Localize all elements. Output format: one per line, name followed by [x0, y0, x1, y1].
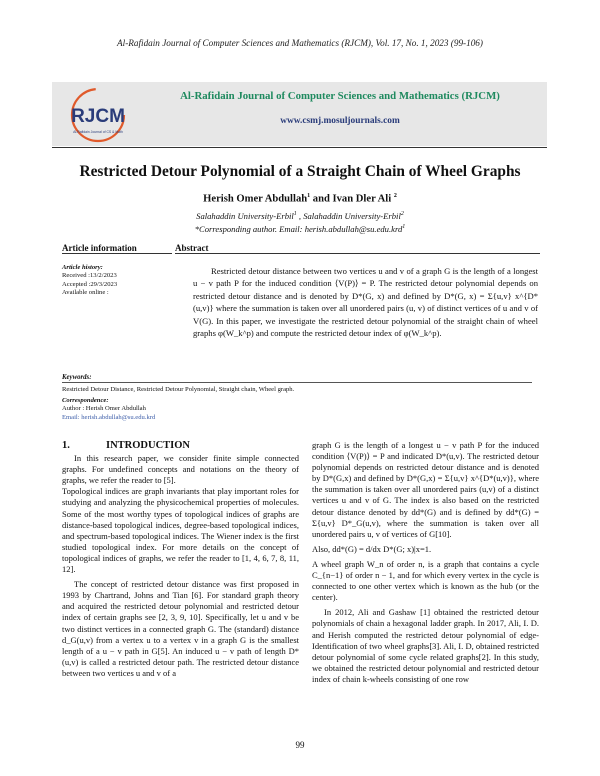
banner-title: Al-Rafidain Journal of Computer Sciences and Mathematics (RJCM) — [180, 90, 500, 102]
banner-url[interactable]: www.csmj.mosuljournals.com — [280, 116, 400, 126]
abstract-heading: Abstract — [175, 243, 209, 253]
intro-paragraph: In this research paper, we consider finite simple connected graphs. For undefined concepts and notations on the theory of graphs, we refer the reader to [5]. — [62, 453, 299, 486]
abstract-text: Restricted detour distance between two vertices u and v of a graph G is the length of a longest u − v path P for the induced condition ⟨V(P)⟩ = P. The restricted detour polynomial depends on restricted detour distance and is denoted by D*(G, x) and defined by D*(G, x) = Σ{u,v} x^{D*(u,v)} where the summation is taken over all unordered pairs (u, v) of distinct vertices of u and v of V(G). In this paper, we investigate the restricted detour polynomial of the straight chain of wheel graphs φ(W_k^p) and compute the restricted detour index of φ(W_k^p). — [193, 266, 538, 339]
body-paragraph: In 2012, Ali and Gashaw [1] obtained the restricted detour polynomials of chain a hexagonal ladder graph. In 2017, Ali, I. D. and Herish computed the restricted detour polynomial of edge-Identification of two wheel graphs[3]. Ali, I. D, obtained restricted detour polynomial of some cycle related graphs[2]. In this study, we obtained the restricted detour polynomial and restricted detour index of chain k-wheels consisting of one row — [312, 607, 539, 684]
paper-title: Restricted Detour Polynomial of a Straight Chain of Wheel Graphs — [79, 163, 521, 180]
left-column — [62, 440, 299, 679]
article-info-rule — [62, 253, 172, 254]
article-info-heading: Article information — [62, 243, 137, 253]
body-paragraph: graph G is the length of a longest u − v path P for the induced condition ⟨V(P)⟩ = P and indicated D*(u,v). The restricted detour polynomial depends on restricted detour distance and is denoted by D*(G,x) and defined by D*(G,x) = Σ{u,v} x^{D*(u,v)}, where the summation is taken over all unordered pairs (u,v) of a distinct vertices u and v of G. The index is also based on the restricted detour distance denoted by dd*(G) and is defined by dd*(G) = Σ{u,v} D*_G(u,v), where the summation is taken over all unordered pairs u, v of vertices of G[10]. — [312, 440, 539, 539]
keywords-text: Restricted Detour Distance, Restricted Detour Polynomial, Straight chain, Wheel graph. — [62, 386, 295, 393]
paper-affiliation: Salahaddin University-Erbil$^1$ , Salahaddin University-Erbil$^2$ *Corresponding author. Email: herish.abdullah@su.edu.krd$^1$ — [194, 210, 406, 234]
page-number: 99 — [295, 740, 305, 750]
svg-text:Al-Rafidain Journal of CS & Ma: Al-Rafidain Journal of CS & Math — [73, 130, 123, 134]
section-heading-introduction: 1. INTRODUCTION — [62, 440, 191, 451]
paper-authors: Herish Omer Abdullah$^1$ and Ivan Dler Ali $^2$ — [203, 193, 397, 205]
correspondence-email[interactable]: Email: herish.abdullah@su.edu.krd — [62, 413, 156, 421]
keywords-heading: Keywords: — [62, 374, 92, 381]
logo-text: RJCM — [71, 106, 125, 127]
keywords-rule — [62, 382, 532, 383]
intro-paragraph: Topological indices are graph invariants that play important roles for studying and analyzing the physicochemical properties of molecules. Some of the most worthy types of topological indices of graphs are distance-based topological indices, degree-based topological indices, and spectrum-based topological indices. The Wiener index is the first studied topological index. For more details on the concept of topological indices of graphs, we refer the reader to [1, 4, 6, 7, 8, 11, 12]. — [62, 486, 299, 575]
abstract-rule — [175, 253, 540, 254]
intro-paragraph: The concept of restricted detour distance was first proposed in 1993 by Chartrand, Johns and Tian [6]. For standard graph theory and acquired the restricted detour polynomial and restricted detour index of certain graphs see [2, 3, 9, 10]. Specifically, let u and v be two distinct vertices in a connected graph G. The (standard) distance d_G(u,v) from a vertex u to a vertex v in a graph G is the smallest length of a u − v path in G[5]. An induced u − v path of length D*(u,v) is called a restricted detour path. The restricted detour distance between two vertices u and v of a — [62, 579, 299, 678]
journal-citation: Al-Rafidain Journal of Computer Sciences and Mathematics (RJCM), Vol. 17, No. 1, 2023 (99-106) — [117, 38, 483, 48]
right-column — [312, 440, 539, 685]
body-paragraph: A wheel graph W_n of order n, is a graph that contains a cycle C_{n−1} of order n − 1, and for which every vertex in the cycle is connected to one other vertex which is known as the hub (or the center). — [312, 558, 539, 603]
header-divider — [52, 147, 547, 148]
article-history: Article history: Received :13/2/2023 Accepted :29/3/2023 Available online : — [62, 264, 118, 296]
correspondence: Correspondence: Author : Herish Omer Abdullah Email: herish.abdullah@su.edu.krd — [62, 397, 156, 421]
body-paragraph: Also, dd*(G) = d/dx D*(G; x)|x=1. — [312, 543, 432, 554]
journal-logo — [57, 86, 139, 144]
